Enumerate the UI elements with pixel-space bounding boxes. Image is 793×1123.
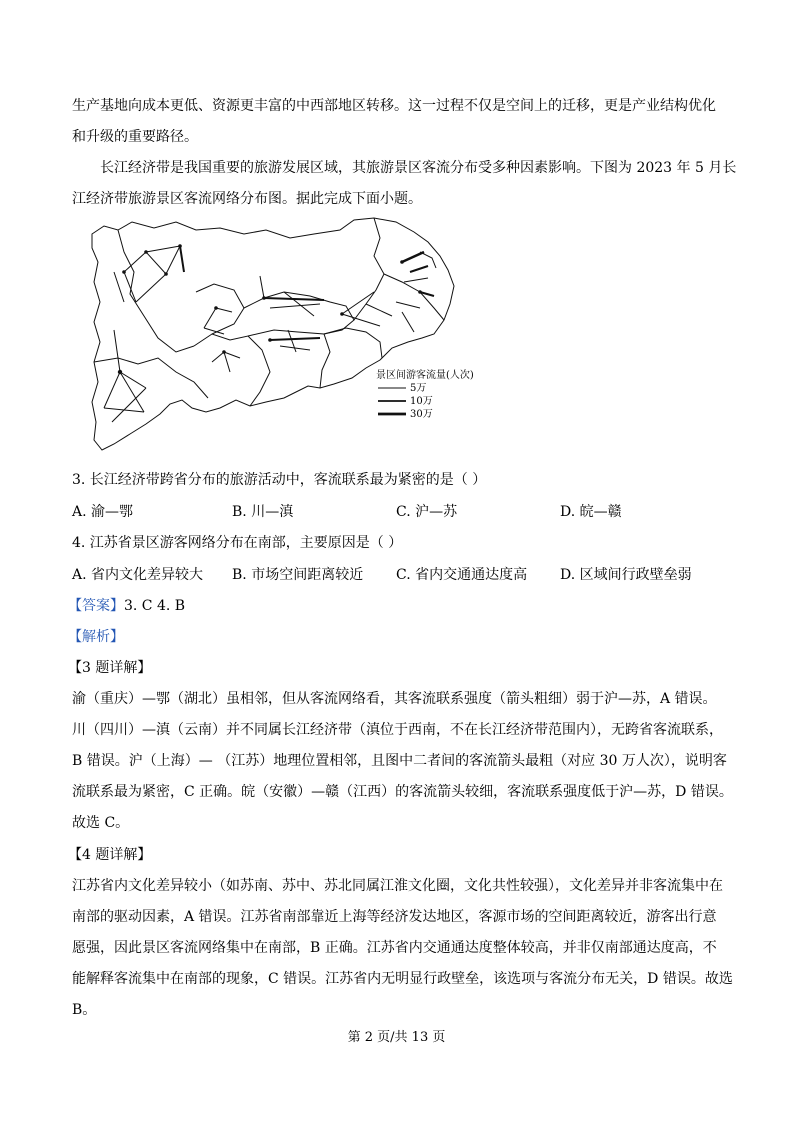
- analysis-label: 【解析】: [68, 629, 124, 645]
- q3-option-c: C. 沪—苏: [396, 504, 458, 520]
- q4-detail-line: 南部的驱动因素，A 错误。江苏省南部靠近上海等经济发达地区，客源市场的空间距离较近，游客出行意: [72, 909, 717, 925]
- legend-item-5wan: 5万: [410, 383, 427, 394]
- answer-text: 3. C 4. B: [124, 598, 186, 614]
- intro-line-3: 长江经济带是我国重要的旅游发展区域，其旅游景区客流分布受多种因素影响。下图为 2023 年 5 月长: [100, 160, 737, 176]
- border-shanghai: [420, 252, 436, 268]
- intro-line-2: 和升级的重要路径。: [72, 129, 198, 145]
- answer-row: [68, 596, 185, 616]
- q4-stem: 4. 江苏省景区游客网络分布在南部，主要原因是（ ）: [72, 535, 403, 551]
- q4-detail-line: 能解释客流集中在南部的现象，C 错误。江苏省内无明显行政壁垒，该选项与客流分布无关，D 错误。故选: [72, 971, 733, 987]
- q3-detail-line: 渝（重庆）—鄂（湖北）虽相邻，但从客流网络看，其客流联系强度（箭头粗细）弱于沪—苏，A 错误。: [72, 691, 717, 707]
- q4-option-c: C. 省内交通通达度高: [396, 567, 528, 583]
- legend-item-10wan: 10万: [410, 396, 433, 407]
- q4-detail-label: 【4 题详解】: [68, 847, 152, 863]
- q3-option-a: A. 渝—鄂: [72, 504, 134, 520]
- q4-option-a: A. 省内文化差异较大: [72, 567, 204, 583]
- legend-item-30wan: 30万: [410, 409, 433, 420]
- q3-detail-label: 【3 题详解】: [68, 660, 152, 676]
- tourist-flow-map: [84, 212, 474, 452]
- q4-option-d: D. 区域间行政壁垒弱: [560, 567, 692, 583]
- q4-detail-line: 愿强，因此景区客流网络集中在南部，B 正确。江苏省内交通通达度整体较高，并非仅南部通达度高，不: [72, 940, 717, 956]
- legend-title: 景区间游客流量(人次): [376, 370, 474, 381]
- map-legend: [376, 368, 474, 420]
- q3-detail-line: 川（四川）—滇（云南）并不同属长江经济带（滇位于西南，不在长江经济带范围内），无跨省客流联系，: [72, 722, 723, 738]
- q4-option-b: B. 市场空间距离较近: [232, 567, 364, 583]
- intro-line-4: 江经济带旅游景区客流网络分布图。据此完成下面小题。: [72, 191, 422, 207]
- q3-detail-line: 故选 C。: [72, 815, 130, 831]
- q4-detail-line: B。: [72, 1002, 97, 1018]
- q3-stem: 3. 长江经济带跨省分布的旅游活动中，客流联系最为紧密的是（ ）: [72, 472, 487, 488]
- border-anhui: [354, 218, 384, 320]
- intro-line-1: 生产基地向成本更低、资源更丰富的中西部地区转移。这一过程不仅是空间上的迁移，更是产业结构优化: [72, 98, 716, 114]
- q4-detail-line: 江苏省内文化差异较小（如苏南、苏中、苏北同属江淮文化圈，文化共性较强），文化差异并非客流集中在: [72, 878, 723, 894]
- q3-option-d: D. 皖—赣: [560, 504, 622, 520]
- page-footer: 第 2 页/共 13 页: [347, 1030, 446, 1045]
- q3-detail-line: B 错误。沪（上海）— （江苏）地理位置相邻，且图中二者间的客流箭头最粗（对应 30 万人次），说明客: [72, 753, 727, 769]
- q3-detail-line: 流联系最为紧密，C 正确。皖（安徽）—赣（江西）的客流箭头较细，客流联系强度低于沪—苏，D 错误。: [72, 784, 733, 800]
- border-jiangsu-zhejiang: [384, 274, 444, 320]
- border-sichuan: [118, 230, 194, 352]
- q3-option-b: B. 川—滇: [232, 504, 294, 520]
- answer-label: 【答案】: [68, 598, 124, 614]
